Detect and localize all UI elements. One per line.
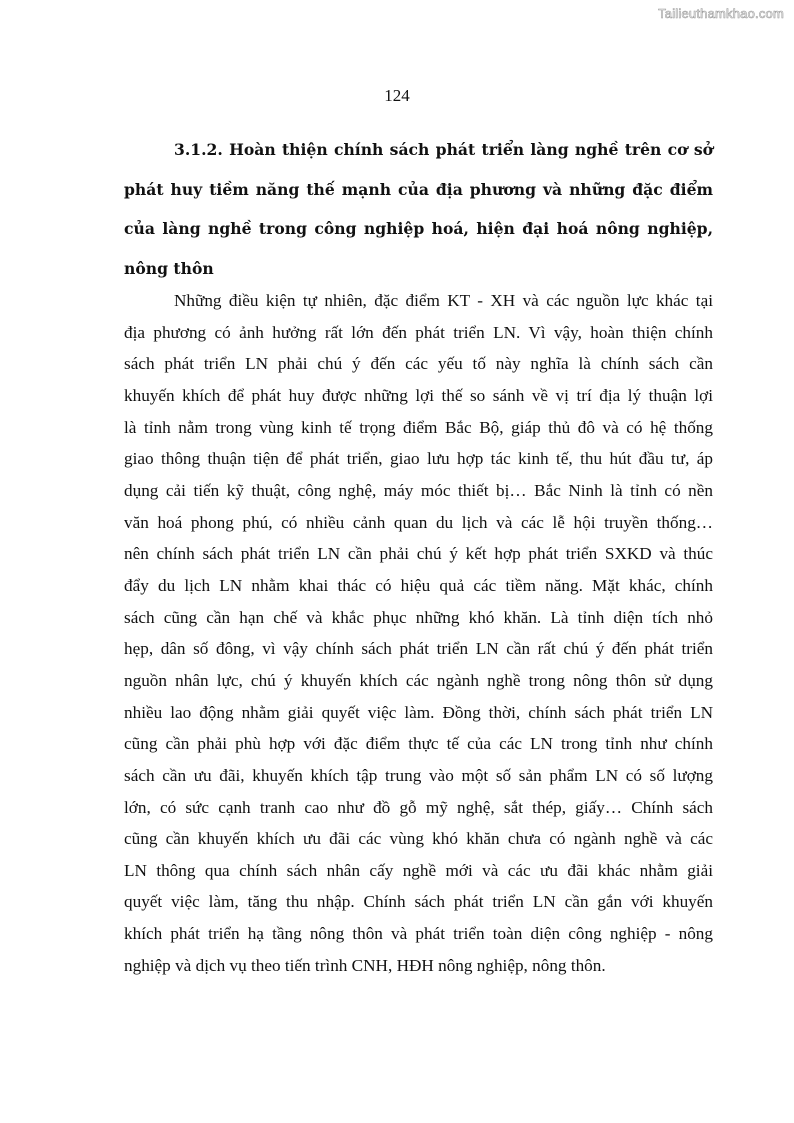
text-line: sách cũng cần hạn chế và khắc phục những khó khăn. Là tỉnh diện tích nhỏ	[124, 607, 713, 627]
watermark: Tailieuthamkhao.com	[658, 6, 784, 21]
text-line: nghiệp và dịch vụ theo tiến trình CNH, HĐH nông nghiệp, nông thôn.	[124, 955, 606, 975]
text-line: đẩy du lịch LN nhằm khai thác có hiệu quả các tiềm năng. Mặt khác, chính	[124, 575, 713, 595]
text-line: cũng cần phải phù hợp với đặc điểm thực tế của các LN trong tỉnh như chính	[124, 734, 713, 754]
section-heading	[124, 130, 713, 288]
text-line: giao thông thuận tiện để phát triển, giao lưu hợp tác kinh tế, thu hút đầu tư, áp	[124, 449, 713, 469]
text-line: nhiều lao động nhằm giải quyết việc làm. Đồng thời, chính sách phát triển LN	[124, 702, 713, 722]
text-line: quyết việc làm, tăng thu nhập. Chính sách phát triển LN cần gắn với khuyến	[124, 892, 713, 912]
text-line: địa phương có ảnh hưởng rất lớn đến phát triển LN. Vì vậy, hoàn thiện chính	[124, 322, 713, 342]
heading-line: của làng nghề trong công nghiệp hoá, hiện đại hoá nông nghiệp,	[124, 219, 713, 238]
text-line: sách phát triển LN phải chú ý đến các yếu tố này nghĩa là chính sách cần	[124, 354, 713, 374]
text-line: văn hoá phong phú, có nhiều cảnh quan du lịch và các lễ hội truyền thống…	[124, 512, 713, 532]
text-line: hẹp, dân số đông, vì vậy chính sách phát triển LN cần rất chú ý đến phát triển	[124, 639, 713, 659]
heading-line: nông thôn	[124, 258, 214, 278]
text-line: cũng cần khuyến khích ưu đãi các vùng khó khăn chưa có ngành nghề và các	[124, 829, 713, 849]
text-line: sách cần ưu đãi, khuyến khích tập trung vào một số sản phẩm LN có số lượng	[124, 765, 713, 785]
heading-line: phát huy tiềm năng thế mạnh của địa phương và những đặc điểm	[124, 179, 713, 199]
text-line: Những điều kiện tự nhiên, đặc điểm KT - XH và các nguồn lực khác tại	[174, 291, 713, 310]
page-number: 124	[384, 86, 410, 105]
text-line: LN thông qua chính sách nhân cấy nghề mới và các ưu đãi khác nhằm giải	[124, 860, 713, 880]
text-line: nguồn nhân lực, chú ý khuyến khích các ngành nghề trong nông thôn sử dụng	[124, 670, 713, 690]
text-line: khuyến khích để phát huy được những lợi thế so sánh về vị trí địa lý thuận lợi	[124, 385, 713, 405]
body-paragraph	[124, 285, 713, 981]
text-line: là tỉnh nằm trong vùng kinh tế trọng điểm Bắc Bộ, giáp thủ đô và có hệ thống	[124, 417, 713, 437]
text-line: nên chính sách phát triển LN cần phải chú ý kết hợp phát triển SXKD và thúc	[124, 544, 713, 564]
text-line: dụng cải tiến kỹ thuật, công nghệ, máy móc thiết bị… Bắc Ninh là tỉnh có nền	[124, 480, 713, 500]
text-line: khích phát triển hạ tầng nông thôn và phát triển toàn diện công nghiệp - nông	[124, 924, 713, 944]
text-line: lớn, có sức cạnh tranh cao như đồ gỗ mỹ nghệ, sắt thép, giấy… Chính sách	[124, 797, 713, 817]
heading-line: 3.1.2. Hoàn thiện chính sách phát triển làng nghề trên cơ sở	[174, 140, 713, 159]
